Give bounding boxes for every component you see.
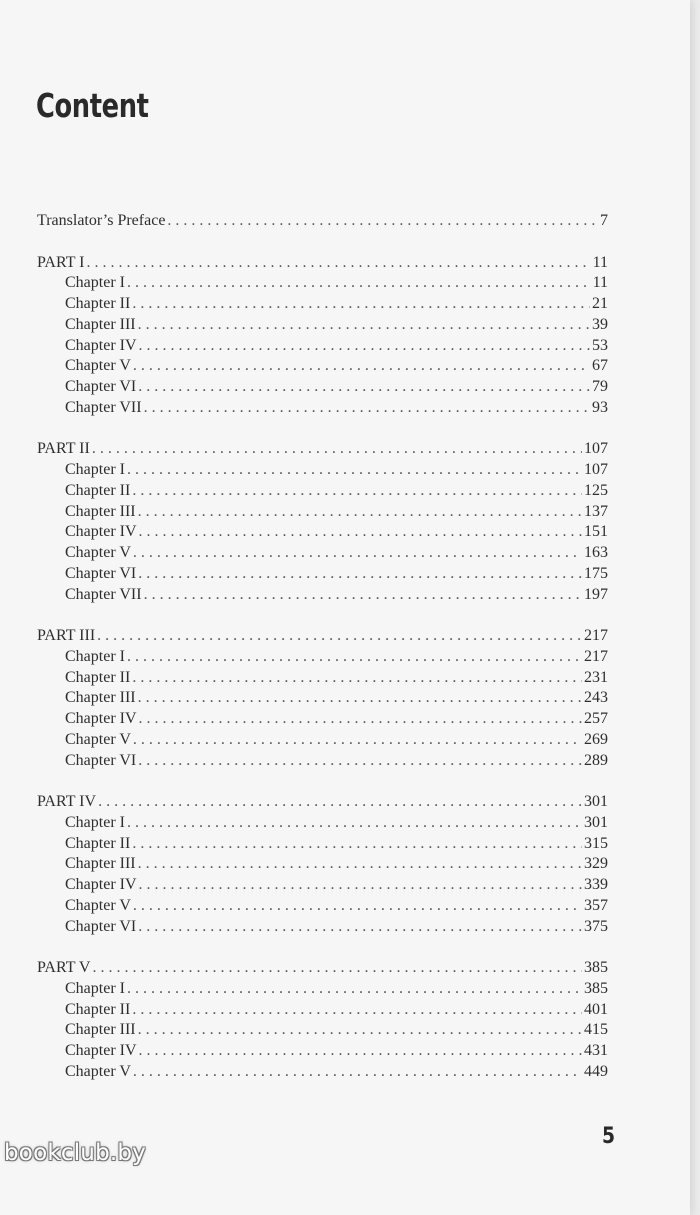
toc-entry-page: 301 <box>584 813 608 831</box>
dot-leader <box>133 356 590 377</box>
section-gap <box>37 605 608 626</box>
toc-entry-page: 21 <box>592 295 608 312</box>
toc-chapter-entry <box>37 1020 608 1041</box>
toc-entry-page: 93 <box>592 398 608 416</box>
toc-entry-label: Chapter I <box>65 461 125 478</box>
dot-leader <box>127 273 591 294</box>
dot-leader <box>127 460 582 481</box>
toc-entry-page: 231 <box>584 668 608 686</box>
toc-entry-label: Chapter II <box>65 295 131 312</box>
toc-chapter-entry <box>37 834 608 855</box>
toc-entry-page: 375 <box>584 917 608 935</box>
dot-leader <box>139 709 582 730</box>
dot-leader <box>138 502 582 523</box>
toc-chapter-entry <box>37 730 608 751</box>
toc-chapter-entry <box>37 502 608 523</box>
dot-leader <box>92 439 582 460</box>
toc-part-entry <box>37 253 608 274</box>
toc-entry-page: 339 <box>584 876 608 893</box>
toc-entry-label: Chapter II <box>65 1000 131 1018</box>
dot-leader <box>144 585 582 606</box>
toc-entry-label: Chapter III <box>65 855 136 873</box>
toc-entry-label: Chapter VII <box>65 398 142 416</box>
toc-entry-page: 67 <box>592 357 608 375</box>
dot-leader <box>167 211 598 232</box>
toc-preface-entry <box>37 211 608 232</box>
toc-chapter-entry <box>37 336 608 357</box>
dot-leader <box>139 1041 582 1062</box>
toc-entry-label: Chapter II <box>65 668 131 686</box>
dot-leader <box>138 917 582 938</box>
toc-entry-label: Chapter V <box>65 357 131 375</box>
toc-entry-page: 257 <box>584 710 608 727</box>
dot-leader <box>144 398 590 419</box>
watermark-logo: bookclub.by <box>4 1140 146 1166</box>
toc-chapter-entry <box>37 460 608 481</box>
dot-leader <box>92 958 582 979</box>
table-of-contents <box>37 211 608 1083</box>
dot-leader <box>127 647 582 668</box>
toc-entry-page: 151 <box>584 523 608 541</box>
dot-leader <box>133 1062 582 1083</box>
toc-chapter-entry <box>37 294 608 315</box>
toc-entry-label: Chapter VI <box>65 917 137 935</box>
toc-entry-page: 289 <box>584 751 608 769</box>
dot-leader <box>132 834 582 855</box>
toc-chapter-entry <box>37 315 608 336</box>
dot-leader <box>132 294 590 315</box>
toc-entry-label: PART III <box>37 627 96 644</box>
toc-chapter-entry <box>37 647 608 668</box>
toc-entry-label: PART I <box>37 253 85 271</box>
toc-entry-label: Translator’s Preface <box>37 212 166 229</box>
toc-chapter-entry <box>37 522 608 543</box>
toc-entry-page: 53 <box>592 336 608 354</box>
toc-entry-page: 107 <box>584 461 608 478</box>
toc-chapter-entry <box>37 481 608 502</box>
page-number: 5 <box>602 1124 616 1149</box>
toc-entry-page: 79 <box>592 378 608 395</box>
dot-leader <box>138 688 582 709</box>
toc-entry-label: Chapter I <box>65 813 125 831</box>
toc-entry-label: Chapter VI <box>65 378 137 395</box>
toc-entry-label: PART V <box>37 959 91 976</box>
toc-chapter-entry <box>37 709 608 730</box>
section-gap <box>37 419 608 440</box>
toc-entry-page: 137 <box>584 502 608 520</box>
toc-chapter-entry <box>37 585 608 606</box>
toc-chapter-entry <box>37 356 608 377</box>
page-title: Content <box>36 86 149 125</box>
toc-chapter-entry <box>37 668 608 689</box>
dot-leader <box>98 792 582 813</box>
toc-entry-page: 11 <box>592 253 608 271</box>
toc-entry-label: Chapter V <box>65 730 131 748</box>
dot-leader <box>138 315 590 336</box>
dot-leader <box>138 1020 582 1041</box>
toc-entry-page: 217 <box>584 627 608 644</box>
toc-entry-label: Chapter IV <box>65 710 137 727</box>
dot-leader <box>139 522 582 543</box>
toc-entry-label: Chapter VII <box>65 585 142 603</box>
toc-entry-label: Chapter IV <box>65 1042 137 1059</box>
toc-entry-page: 301 <box>584 793 608 810</box>
toc-entry-page: 401 <box>584 1000 608 1018</box>
toc-chapter-entry <box>37 1062 608 1083</box>
toc-entry-page: 39 <box>592 315 608 333</box>
toc-entry-label: Chapter VI <box>65 564 137 582</box>
toc-entry-page: 385 <box>584 979 608 997</box>
toc-entry-label: Chapter V <box>65 544 131 561</box>
dot-leader <box>138 377 590 398</box>
toc-entry-page: 415 <box>584 1021 608 1039</box>
toc-entry-label: Chapter II <box>65 481 131 499</box>
dot-leader <box>127 813 582 834</box>
toc-entry-page: 449 <box>584 1062 608 1080</box>
toc-chapter-entry <box>37 896 608 917</box>
dot-leader <box>132 668 582 689</box>
toc-part-entry <box>37 439 608 460</box>
toc-entry-page: 197 <box>584 585 608 603</box>
dot-leader <box>132 481 582 502</box>
toc-entry-label: Chapter II <box>65 834 131 852</box>
dot-leader <box>138 854 582 875</box>
dot-leader <box>139 875 582 896</box>
toc-chapter-entry <box>37 688 608 709</box>
toc-entry-page: 163 <box>584 544 608 561</box>
dot-leader <box>97 626 582 647</box>
toc-part-entry <box>37 958 608 979</box>
toc-chapter-entry <box>37 543 608 564</box>
toc-chapter-entry <box>37 564 608 585</box>
toc-entry-page: 7 <box>600 212 608 229</box>
toc-entry-label: Chapter III <box>65 502 136 520</box>
toc-entry-label: Chapter VI <box>65 751 137 769</box>
toc-chapter-entry <box>37 1041 608 1062</box>
toc-entry-page: 357 <box>584 896 608 914</box>
dot-leader <box>87 253 591 274</box>
dot-leader <box>133 896 582 917</box>
toc-chapter-entry <box>37 813 608 834</box>
toc-entry-label: Chapter V <box>65 1062 131 1080</box>
toc-entry-page: 385 <box>584 959 608 976</box>
section-gap <box>37 232 608 253</box>
toc-entry-label: Chapter IV <box>65 523 137 541</box>
toc-entry-page: 125 <box>584 481 608 499</box>
toc-entry-page: 315 <box>584 834 608 852</box>
toc-entry-page: 269 <box>584 730 608 748</box>
toc-chapter-entry <box>37 979 608 1000</box>
toc-chapter-entry <box>37 377 608 398</box>
toc-entry-label: Chapter III <box>65 315 136 333</box>
toc-entry-label: Chapter I <box>65 647 125 665</box>
dot-leader <box>127 979 582 1000</box>
toc-entry-label: PART IV <box>37 793 97 810</box>
toc-entry-label: Chapter III <box>65 689 136 707</box>
dot-leader <box>133 730 582 751</box>
toc-chapter-entry <box>37 875 608 896</box>
toc-chapter-entry <box>37 917 608 938</box>
toc-part-entry <box>37 626 608 647</box>
dot-leader <box>138 564 582 585</box>
toc-entry-label: PART II <box>37 440 90 458</box>
toc-entry-label: Chapter IV <box>65 876 137 893</box>
dot-leader <box>138 751 582 772</box>
toc-chapter-entry <box>37 854 608 875</box>
toc-entry-page: 11 <box>592 274 608 292</box>
toc-entry-page: 107 <box>584 440 608 458</box>
toc-entry-label: Chapter I <box>65 274 125 292</box>
toc-entry-label: Chapter V <box>65 896 131 914</box>
toc-chapter-entry <box>37 751 608 772</box>
toc-chapter-entry <box>37 273 608 294</box>
toc-entry-page: 243 <box>584 689 608 707</box>
toc-entry-label: Chapter III <box>65 1021 136 1039</box>
dot-leader <box>133 543 582 564</box>
dot-leader <box>132 1000 582 1021</box>
section-gap <box>37 937 608 958</box>
toc-entry-page: 329 <box>584 855 608 873</box>
toc-entry-label: Chapter I <box>65 979 125 997</box>
toc-entry-page: 431 <box>584 1042 608 1059</box>
section-gap <box>37 771 608 792</box>
dot-leader <box>139 336 590 357</box>
toc-entry-page: 175 <box>584 564 608 582</box>
toc-entry-page: 217 <box>584 647 608 665</box>
toc-part-entry <box>37 792 608 813</box>
toc-chapter-entry <box>37 398 608 419</box>
toc-chapter-entry <box>37 1000 608 1021</box>
toc-entry-label: Chapter IV <box>65 336 137 354</box>
